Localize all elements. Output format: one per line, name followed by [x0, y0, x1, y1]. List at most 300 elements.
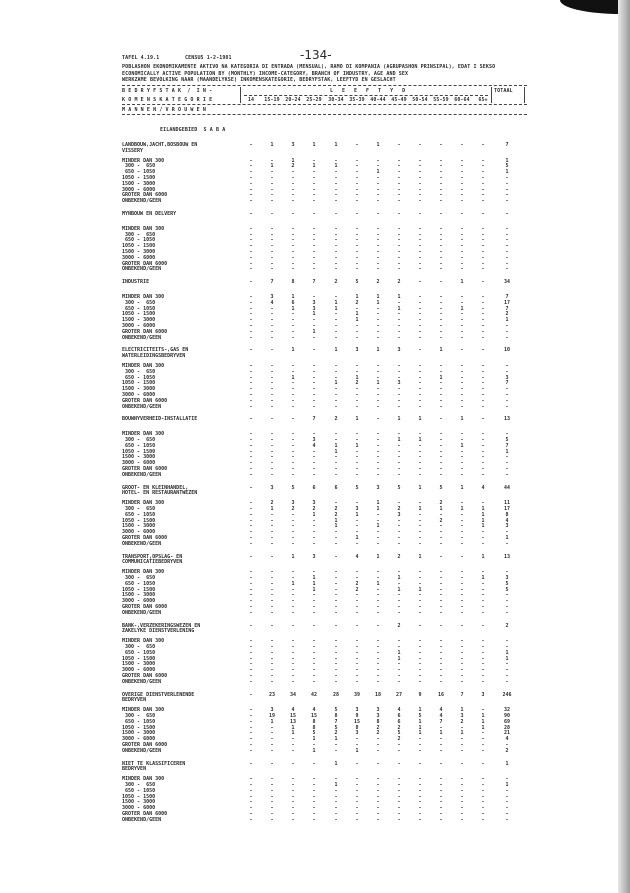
- value-cell: -: [460, 575, 464, 581]
- value-cell: -: [334, 580, 338, 587]
- row-label: MINDER DAN 300: [122, 363, 165, 369]
- value-cell: -: [291, 368, 295, 375]
- value-cell: -: [270, 816, 274, 823]
- value-cell: -: [291, 169, 295, 176]
- value-cell: 2: [439, 517, 443, 524]
- value-cell: -: [376, 363, 380, 369]
- value-cell: -: [249, 592, 253, 599]
- value-cell: 7: [334, 718, 338, 725]
- value-cell: -: [397, 260, 401, 267]
- value-cell: -: [249, 317, 253, 324]
- value-cell: -: [418, 260, 422, 267]
- value-cell: -: [355, 392, 359, 398]
- value-cell: -: [355, 655, 359, 662]
- value-cell: -: [291, 254, 295, 261]
- value-cell: 2: [270, 500, 274, 507]
- value-cell: -: [460, 793, 464, 800]
- total-cell: -: [505, 466, 509, 472]
- value-cell: -: [376, 186, 380, 193]
- value-cell: -: [291, 243, 295, 250]
- value-cell: 6: [397, 713, 401, 719]
- value-cell: -: [270, 586, 274, 593]
- value-cell: -: [481, 386, 485, 393]
- value-cell: -: [312, 760, 316, 767]
- value-cell: -: [291, 661, 295, 668]
- income-row: [0, 800, 560, 806]
- value-cell: -: [355, 760, 359, 767]
- income-row: [0, 714, 560, 720]
- value-cell: -: [270, 622, 274, 629]
- value-cell: -: [481, 368, 485, 375]
- value-cell: 1: [376, 169, 380, 176]
- income-row: [0, 599, 560, 605]
- value-cell: -: [355, 811, 359, 817]
- row-label: 1500 - 3000: [122, 249, 156, 255]
- value-cell: 5: [397, 484, 401, 491]
- value-cell: -: [481, 678, 485, 685]
- value-cell: -: [291, 460, 295, 467]
- value-cell: -: [397, 299, 401, 306]
- value-cell: -: [460, 323, 464, 329]
- value-cell: -: [418, 655, 422, 662]
- rule: [122, 104, 527, 105]
- total-cell: -: [505, 644, 509, 650]
- value-cell: 1: [291, 294, 295, 300]
- value-cell: -: [249, 816, 253, 823]
- value-cell: -: [481, 747, 485, 754]
- value-cell: -: [418, 198, 422, 205]
- value-cell: -: [249, 787, 253, 794]
- value-cell: -: [418, 805, 422, 812]
- value-cell: -: [418, 442, 422, 449]
- value-cell: -: [249, 678, 253, 685]
- value-cell: 1: [376, 347, 380, 354]
- income-row: [0, 405, 560, 411]
- value-cell: 1: [481, 517, 485, 524]
- value-cell: -: [270, 192, 274, 199]
- value-cell: -: [376, 237, 380, 244]
- value-cell: -: [312, 386, 316, 393]
- value-cell: -: [249, 180, 253, 187]
- value-cell: 2: [376, 279, 380, 286]
- value-cell: -: [355, 211, 359, 217]
- value-cell: -: [439, 317, 443, 324]
- value-cell: -: [312, 655, 316, 662]
- value-cell: -: [397, 535, 401, 541]
- row-label: 300 - 650: [122, 506, 156, 512]
- value-cell: -: [355, 225, 359, 232]
- value-cell: 5: [334, 724, 338, 731]
- row-label: 1500 - 3000: [122, 523, 156, 530]
- value-cell: -: [376, 454, 380, 461]
- value-cell: -: [291, 260, 295, 267]
- total-cell: 2: [505, 747, 509, 754]
- value-cell: 2: [460, 718, 464, 725]
- value-cell: -: [460, 736, 464, 743]
- value-cell: -: [376, 776, 380, 783]
- value-cell: -: [249, 448, 253, 455]
- section-heading-continuation: [0, 629, 560, 635]
- value-cell: -: [418, 186, 422, 193]
- income-row: [0, 376, 560, 382]
- value-cell: -: [418, 374, 422, 381]
- value-cell: -: [481, 305, 485, 312]
- value-cell: -: [481, 707, 485, 714]
- row-label: 300 - 650: [122, 644, 156, 650]
- value-cell: -: [460, 466, 464, 472]
- value-cell: 1: [270, 506, 274, 512]
- value-cell: 1: [460, 442, 464, 449]
- value-cell: -: [249, 294, 253, 300]
- value-cell: -: [249, 609, 253, 616]
- value-cell: -: [334, 237, 338, 244]
- row-label: 3000 - 6000: [122, 598, 156, 605]
- value-cell: -: [460, 299, 464, 306]
- value-cell: -: [397, 192, 401, 199]
- value-cell: -: [376, 466, 380, 472]
- value-cell: 9: [355, 713, 359, 719]
- value-cell: -: [376, 799, 380, 806]
- value-cell: -: [460, 254, 464, 261]
- value-cell: -: [481, 254, 485, 261]
- value-cell: -: [439, 142, 443, 148]
- row-label: 1500 - 3000: [122, 799, 156, 806]
- income-row: [0, 639, 560, 645]
- value-cell: 1: [376, 500, 380, 507]
- value-cell: -: [249, 403, 253, 410]
- value-cell: -: [312, 323, 316, 329]
- value-cell: -: [481, 437, 485, 443]
- value-cell: -: [291, 511, 295, 518]
- value-cell: -: [439, 736, 443, 743]
- income-row: [0, 262, 560, 268]
- value-cell: -: [312, 592, 316, 599]
- income-row: [0, 364, 560, 370]
- value-cell: -: [334, 363, 338, 369]
- rule: [491, 87, 492, 103]
- value-cell: -: [376, 328, 380, 335]
- value-cell: -: [397, 323, 401, 329]
- value-cell: -: [312, 523, 316, 530]
- value-cell: -: [355, 305, 359, 312]
- value-cell: -: [397, 592, 401, 599]
- value-cell: -: [291, 782, 295, 788]
- value-cell: -: [270, 347, 274, 354]
- value-cell: -: [439, 535, 443, 541]
- value-cell: -: [291, 363, 295, 369]
- value-cell: -: [439, 305, 443, 312]
- value-cell: -: [334, 374, 338, 381]
- value-cell: -: [270, 386, 274, 393]
- value-cell: 1: [312, 575, 316, 581]
- value-cell: -: [312, 811, 316, 817]
- value-cell: -: [418, 580, 422, 587]
- value-cell: -: [334, 649, 338, 656]
- value-cell: -: [312, 569, 316, 576]
- value-cell: -: [460, 805, 464, 812]
- value-cell: -: [460, 294, 464, 300]
- value-cell: -: [439, 363, 443, 369]
- value-cell: -: [460, 347, 464, 354]
- value-cell: -: [397, 644, 401, 650]
- value-cell: -: [334, 397, 338, 404]
- value-cell: -: [355, 500, 359, 507]
- value-cell: 15: [353, 718, 361, 725]
- value-cell: -: [460, 328, 464, 335]
- value-cell: 1: [418, 437, 422, 443]
- value-cell: -: [439, 760, 443, 767]
- value-cell: 1: [481, 713, 485, 719]
- total-cell: 69: [503, 718, 511, 725]
- value-cell: -: [249, 266, 253, 273]
- value-cell: -: [376, 211, 380, 217]
- value-cell: -: [439, 586, 443, 593]
- value-cell: -: [397, 471, 401, 478]
- value-cell: -: [397, 225, 401, 232]
- value-cell: -: [312, 622, 316, 629]
- rule: [122, 85, 527, 86]
- row-label: 300 - 650: [122, 299, 156, 306]
- value-cell: -: [270, 454, 274, 461]
- value-cell: -: [249, 805, 253, 812]
- value-cell: -: [418, 294, 422, 300]
- row-label: MINDER DAN 300: [122, 776, 165, 783]
- value-cell: -: [481, 569, 485, 576]
- row-label: 650 - 1050: [122, 169, 156, 176]
- value-cell: -: [270, 249, 274, 255]
- value-cell: -: [481, 460, 485, 467]
- value-cell: -: [397, 466, 401, 472]
- row-label: 650 - 1050: [122, 511, 156, 518]
- value-cell: 27: [395, 691, 403, 698]
- value-cell: 1: [481, 511, 485, 518]
- value-cell: -: [397, 157, 401, 164]
- value-cell: -: [418, 673, 422, 679]
- income-row: [0, 370, 560, 376]
- value-cell: -: [418, 592, 422, 599]
- row-label: MINDER DAN 300: [122, 157, 165, 164]
- value-cell: -: [481, 328, 485, 335]
- value-cell: -: [334, 644, 338, 650]
- value-cell: 1: [481, 553, 485, 560]
- value-cell: -: [460, 192, 464, 199]
- value-cell: -: [481, 811, 485, 817]
- row-label: ELECTRICITEITS-,GAS EN: [122, 347, 189, 354]
- value-cell: 1: [418, 718, 422, 725]
- value-cell: -: [249, 431, 253, 438]
- value-cell: -: [249, 760, 253, 767]
- value-cell: -: [397, 517, 401, 524]
- value-cell: 1: [397, 586, 401, 593]
- value-cell: -: [270, 305, 274, 312]
- income-row: [0, 570, 560, 576]
- value-cell: -: [249, 374, 253, 381]
- value-cell: -: [355, 529, 359, 536]
- value-cell: -: [270, 540, 274, 547]
- value-cell: -: [397, 249, 401, 255]
- value-cell: -: [460, 553, 464, 560]
- row-label: GROTER DAN 6000: [122, 535, 168, 541]
- value-cell: -: [291, 569, 295, 576]
- value-cell: 6: [397, 718, 401, 725]
- value-cell: 1: [270, 163, 274, 170]
- value-cell: -: [460, 186, 464, 193]
- value-cell: -: [355, 186, 359, 193]
- value-cell: -: [397, 368, 401, 375]
- value-cell: -: [355, 454, 359, 461]
- value-cell: -: [397, 811, 401, 817]
- income-row: [0, 467, 560, 473]
- value-cell: 1: [334, 442, 338, 449]
- value-cell: -: [376, 471, 380, 478]
- row-label: ONBEKEND/GEEN: [122, 403, 162, 410]
- value-cell: -: [397, 169, 401, 176]
- value-cell: -: [249, 328, 253, 335]
- value-cell: -: [376, 460, 380, 467]
- value-cell: -: [334, 592, 338, 599]
- value-cell: -: [249, 553, 253, 560]
- value-cell: 1: [334, 299, 338, 306]
- value-cell: -: [397, 163, 401, 170]
- section-heading-row: [0, 212, 560, 218]
- value-cell: 1: [460, 707, 464, 714]
- value-cell: -: [249, 586, 253, 593]
- total-cell: -: [505, 254, 509, 261]
- column-header-income: K O M E N S K A T E G O R I E: [122, 97, 213, 103]
- value-cell: -: [249, 523, 253, 530]
- value-cell: -: [460, 500, 464, 507]
- value-cell: -: [355, 523, 359, 530]
- value-cell: -: [249, 334, 253, 341]
- value-cell: -: [376, 305, 380, 312]
- value-cell: -: [418, 169, 422, 176]
- value-cell: -: [291, 655, 295, 662]
- value-cell: 1: [439, 374, 443, 381]
- value-cell: 1: [481, 523, 485, 530]
- value-cell: 2: [355, 586, 359, 593]
- value-cell: 2: [397, 279, 401, 286]
- income-row: [0, 330, 560, 336]
- value-cell: -: [334, 311, 338, 318]
- value-cell: -: [460, 403, 464, 410]
- value-cell: -: [418, 742, 422, 748]
- value-cell: -: [439, 237, 443, 244]
- value-cell: 1: [397, 437, 401, 443]
- value-cell: -: [355, 363, 359, 369]
- total-cell: -: [505, 811, 509, 817]
- value-cell: -: [249, 442, 253, 449]
- value-cell: -: [460, 782, 464, 788]
- value-cell: -: [334, 403, 338, 410]
- value-cell: -: [418, 225, 422, 232]
- value-cell: 3: [355, 707, 359, 714]
- value-cell: -: [460, 368, 464, 375]
- value-cell: -: [312, 317, 316, 324]
- value-cell: -: [481, 661, 485, 668]
- value-cell: 1: [397, 655, 401, 662]
- value-cell: -: [249, 279, 253, 286]
- value-cell: -: [334, 249, 338, 255]
- value-cell: 5: [439, 484, 443, 491]
- value-cell: -: [418, 317, 422, 324]
- value-cell: -: [270, 523, 274, 530]
- value-cell: 1: [418, 506, 422, 512]
- value-cell: -: [376, 667, 380, 674]
- value-cell: -: [291, 180, 295, 187]
- total-cell: -: [505, 397, 509, 404]
- value-cell: -: [334, 323, 338, 329]
- row-label: BEDRYVEN: [122, 697, 147, 704]
- value-cell: -: [270, 448, 274, 455]
- value-cell: -: [481, 742, 485, 748]
- value-cell: -: [355, 169, 359, 176]
- total-cell: 34: [503, 279, 511, 286]
- total-cell: -: [505, 529, 509, 536]
- value-cell: -: [460, 742, 464, 748]
- value-cell: -: [270, 266, 274, 273]
- value-cell: 2: [397, 622, 401, 629]
- value-cell: -: [460, 243, 464, 250]
- row-label: ZAKELYKE DIENSTVERLENING: [122, 628, 195, 635]
- value-cell: -: [334, 598, 338, 605]
- value-cell: -: [355, 787, 359, 794]
- income-row: [0, 812, 560, 818]
- value-cell: -: [397, 816, 401, 823]
- value-cell: -: [312, 535, 316, 541]
- row-label: 650 - 1050: [122, 237, 156, 244]
- value-cell: -: [334, 661, 338, 668]
- row-label: 1500 - 3000: [122, 317, 156, 324]
- value-cell: -: [460, 374, 464, 381]
- value-cell: -: [249, 347, 253, 354]
- value-cell: -: [460, 655, 464, 662]
- value-cell: -: [418, 569, 422, 576]
- value-cell: -: [418, 747, 422, 754]
- income-row: [0, 662, 560, 668]
- row-label: GROTER DAN 6000: [122, 673, 168, 679]
- row-label: ONBEKEND/GEEN: [122, 540, 162, 547]
- value-cell: -: [334, 586, 338, 593]
- income-row: [0, 267, 560, 273]
- value-cell: -: [291, 667, 295, 674]
- value-cell: -: [312, 742, 316, 748]
- rule: [244, 95, 488, 96]
- income-row: [0, 164, 560, 170]
- column-header-age: 35-39: [349, 97, 365, 103]
- value-cell: -: [312, 211, 316, 217]
- value-cell: -: [334, 157, 338, 164]
- section-heading-continuation: [0, 767, 560, 773]
- value-cell: -: [249, 569, 253, 576]
- value-cell: -: [249, 580, 253, 587]
- total-cell: 13: [503, 553, 511, 560]
- value-cell: -: [334, 604, 338, 610]
- value-cell: -: [460, 431, 464, 438]
- total-cell: -: [505, 237, 509, 244]
- value-cell: -: [249, 466, 253, 472]
- row-label: GROTER DAN 6000: [122, 604, 168, 610]
- value-cell: -: [460, 673, 464, 679]
- value-cell: -: [334, 793, 338, 800]
- value-cell: -: [270, 431, 274, 438]
- value-cell: -: [418, 760, 422, 767]
- value-cell: -: [270, 323, 274, 329]
- value-cell: -: [312, 392, 316, 398]
- income-row: [0, 519, 560, 525]
- value-cell: -: [460, 175, 464, 181]
- value-cell: 3: [397, 380, 401, 387]
- value-cell: -: [334, 471, 338, 478]
